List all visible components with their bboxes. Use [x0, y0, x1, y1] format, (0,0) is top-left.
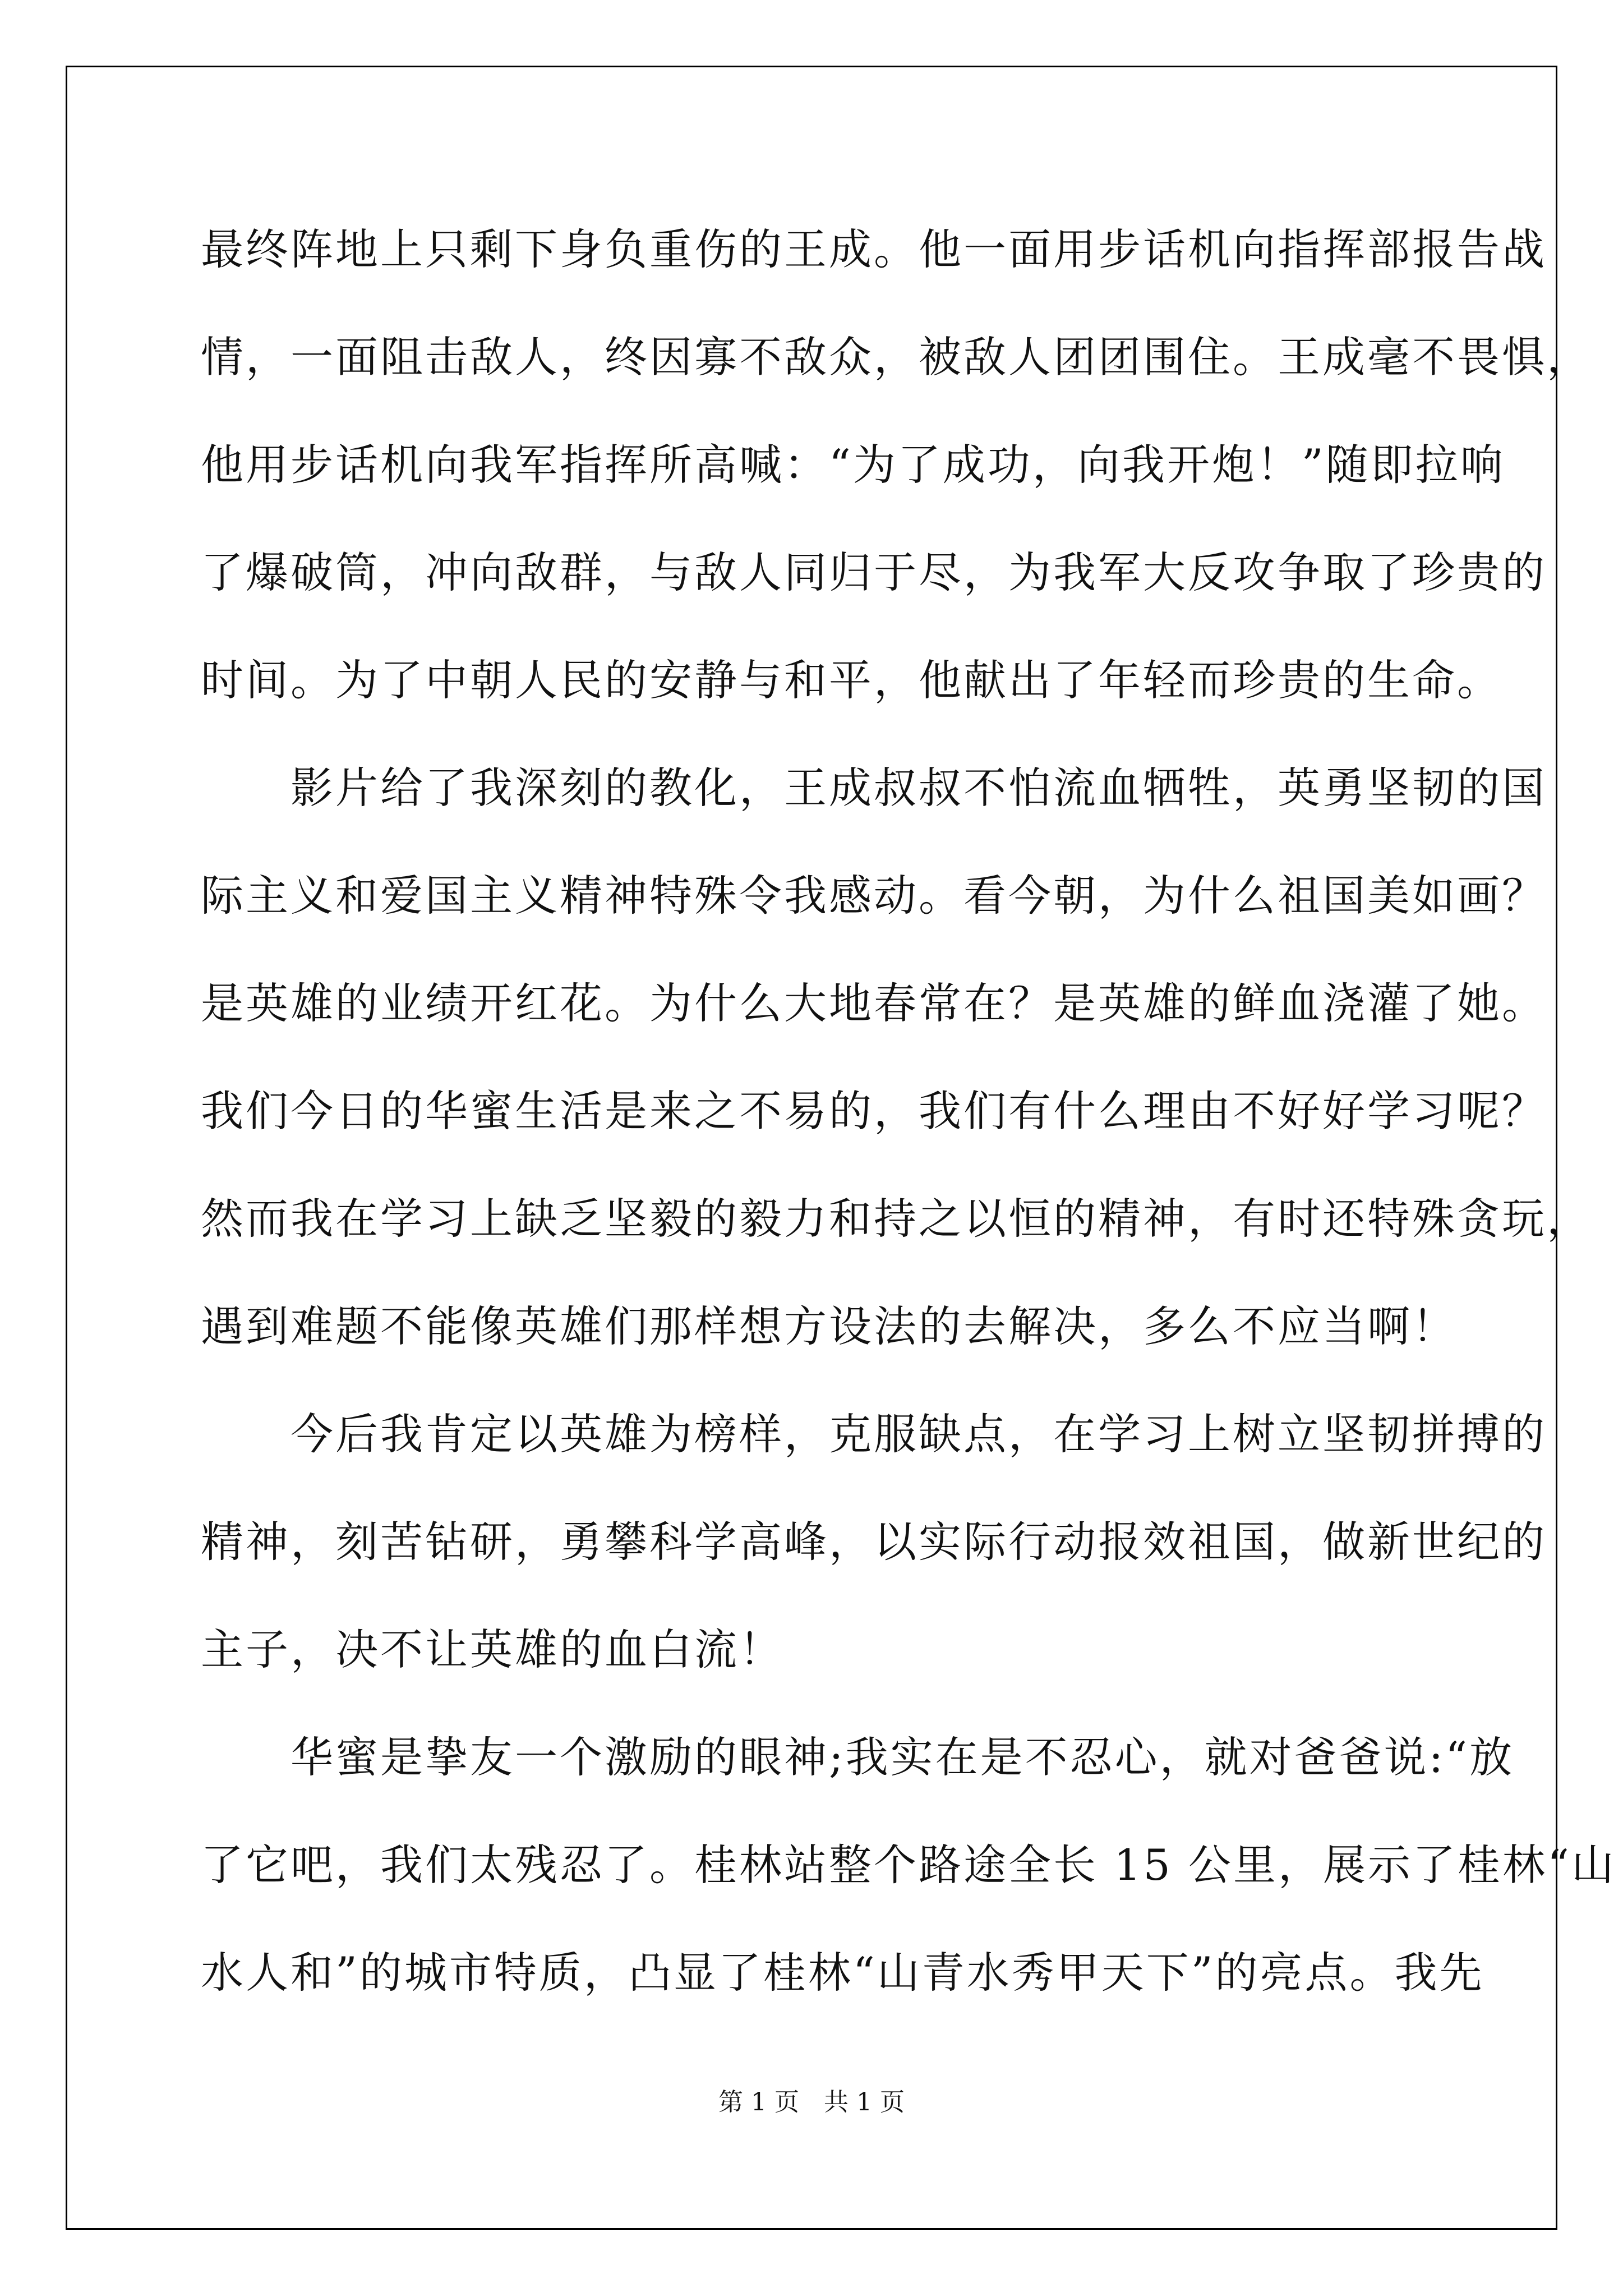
- text-line: 精神，刻苦钻研，勇攀科学高峰，以实际行动报效祖国，做新世纪的: [201, 1517, 1547, 1567]
- text-line: 遇到难题不能像英雄们那样想方设法的去解决，多么不应当啊！: [201, 1301, 1457, 1351]
- paragraph-3: [201, 1381, 1547, 1704]
- text-line: 然而我在学习上缺乏坚毅的毅力和持之以恒的精神，有时还特殊贪玩，: [201, 1194, 1592, 1244]
- text-line: 情，一面阻击敌人，终因寡不敌众，被敌人团团围住。王成毫不畏惧，: [201, 332, 1592, 382]
- text-line: 他用步话机向我军指挥所高喊：“为了成功，向我开炮！”随即拉响: [201, 440, 1505, 490]
- page-footer: [0, 2086, 1623, 2119]
- text-line: 是英雄的业绩开红花。为什么大地春常在？是英雄的鲜血浇灌了她。: [201, 978, 1547, 1028]
- text-line: 最终阵地上只剩下身负重伤的王成。他一面用步话机向指挥部报告战: [201, 224, 1547, 274]
- document-body: [201, 196, 1616, 2027]
- paragraph-2: [201, 734, 1592, 1381]
- text-line: 了爆破筒，冲向敌群，与敌人同归于尽，为我军大反攻争取了珍贵的: [201, 547, 1547, 597]
- text-line: 际主义和爱国主义精神特殊令我感动。看今朝，为什么祖国美如画？: [201, 871, 1547, 921]
- text-line: 了它吧，我们太残忍了。桂林站整个路途全长 15 公里，展示了桂林“山: [201, 1840, 1616, 1890]
- paragraph-4: [201, 1704, 1616, 2027]
- text-line: 今后我肯定以英雄为榜样，克服缺点，在学习上树立坚韧拼搏的: [201, 1409, 1547, 1459]
- paragraph-1: [201, 196, 1592, 734]
- text-line: 影片给了我深刻的教化，王成叔叔不怕流血牺牲，英勇坚韧的国: [201, 763, 1547, 813]
- text-line: 我们今日的华蜜生活是来之不易的，我们有什么理由不好好学习呢？: [201, 1086, 1547, 1136]
- text-line: 华蜜是挚友一个激励的眼神;我实在是不忍心，就对爸爸说:“放: [201, 1732, 1515, 1782]
- text-line: 时间。为了中朝人民的安静与和平，他献出了年轻而珍贵的生命。: [201, 655, 1502, 705]
- text-line: 主子，决不让英雄的血白流！: [201, 1625, 784, 1674]
- page-number: 第 1 页 共 1 页: [718, 2088, 905, 2116]
- text-line: 水人和”的城市特质，凸显了桂林“山青水秀甲天下”的亮点。我先: [201, 1948, 1484, 1998]
